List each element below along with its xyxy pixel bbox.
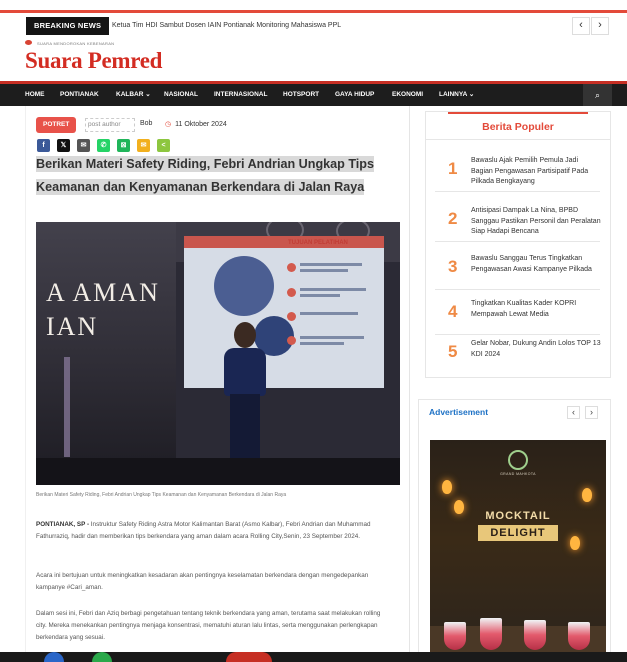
email-share-icon[interactable]: ✉ [77, 139, 90, 152]
breaking-news-label: BREAKING NEWS [26, 17, 109, 35]
breaking-next-button[interactable]: › [591, 17, 609, 35]
nav-item-ekonomi[interactable]: EKONOMI [392, 91, 424, 98]
line-share-icon[interactable]: ⊠ [117, 139, 130, 152]
logo-eye-icon [25, 40, 32, 45]
popular-item-title[interactable]: Bawaslu Ajak Pemilih Pemula Jadi Bagian Pengawasan Partisipatif Pada Pilkada Bengkayang [471, 157, 589, 185]
popular-news-title: Berita Populer [482, 121, 554, 133]
top-accent-line [0, 10, 627, 13]
popular-item-title[interactable]: Antisipasi Dampak La Nina, BPBD Sanggau Pastikan Personil dan Peralatan Siap Hadapi Bencana [471, 207, 601, 235]
x-share-icon[interactable]: 𝕏 [57, 139, 70, 152]
popular-news-widget [425, 111, 611, 378]
mail-share-icon[interactable]: ✉ [137, 139, 150, 152]
nav-item-kalbar[interactable]: KALBAR ⌄ [116, 91, 151, 98]
popular-item[interactable] [435, 202, 600, 242]
popular-item-number: 1 [448, 159, 458, 178]
popular-item[interactable] [435, 152, 600, 192]
author-avatar: post author [85, 118, 135, 132]
clock-icon: ◷ [165, 121, 172, 128]
ad-logo-text: GRAND MAHKOTA [500, 472, 536, 476]
ad-next-button[interactable]: › [585, 406, 598, 419]
popular-item-number: 4 [448, 302, 458, 321]
nav-item-pontianak[interactable]: PONTIANAK [60, 91, 99, 98]
article-date [165, 120, 227, 128]
popular-news-header [426, 112, 610, 140]
advertisement-banner[interactable] [430, 440, 606, 662]
article-paragraph: PONTIANAK, SP - Instruktur Safety Riding Astra Motor Kalimantan Barat (Asmo Kalbar), Febri Andrian dan Muhammad Fathurraziq, hadir dan memberikan tips berkendara yang aman dalam acara Rolling City,Senin, 23 September 2024. [36, 521, 371, 540]
popular-item-title[interactable]: Tingkatkan Kualitas Kader KOPRI Mempawah Lewat Media [471, 300, 577, 318]
whatsapp-share-icon[interactable]: ✆ [97, 139, 110, 152]
sidebar [425, 106, 611, 662]
advertisement-widget [418, 399, 611, 662]
logo-name: Suara Pemred [25, 48, 163, 73]
article-title-text: Berikan Materi Safety Riding, Febri Andrian Ungkap Tips Keamanan dan Kenyamanan Berkendara di Jalan Raya [36, 157, 374, 194]
author-name[interactable]: Bob [140, 120, 153, 127]
bottom-icon[interactable] [92, 652, 112, 662]
date-text: 11 Oktober 2024 [175, 121, 227, 128]
breaking-news-headline[interactable]: Ketua Tim HDI Sambut Dosen IAIN Pontianak Monitoring Mahasiswa PPL [112, 22, 342, 29]
article-paragraph: Acara ini bertujuan untuk meningkatkan kesadaran akan pentingnya keselamatan berkendara dengan mengedepankan kampanye #Cari_aman. [36, 572, 369, 591]
nav-item-gaya-hidup[interactable]: GAYA HIDUP [335, 91, 375, 98]
nav-item-internasional[interactable]: INTERNASIONAL [214, 91, 268, 98]
main-navigation [0, 81, 627, 106]
article-photo [36, 222, 400, 485]
photo-projector-screen: TUJUAN PELATIHAN [184, 236, 384, 388]
ad-subheadline: DELIGHT [478, 525, 558, 541]
nav-item-lainnya[interactable]: LAINNYA ⌄ [439, 91, 475, 98]
breaking-prev-button[interactable]: ‹ [572, 17, 590, 35]
article-paragraph: Dalam sesi ini, Febri dan Aziq berbagi pengetahuan tentang teknik berkendara yang aman, terutama saat melakukan rolling city. Mereka menekankan pentingnya menjaga konsentrasi, mematuhi aturan lalu lintas, serta menggunakan perlengkapan berkendara yang sesuai. [36, 610, 381, 641]
bottom-sticky-bar [0, 652, 627, 662]
advertisement-title: Advertisement [429, 407, 489, 417]
ad-headline: MOCKTAIL [485, 510, 551, 522]
popular-item-number: 5 [448, 342, 458, 361]
article [25, 106, 410, 662]
popular-item[interactable] [435, 250, 600, 290]
nav-item-nasional[interactable]: NASIONAL [164, 91, 198, 98]
popular-item-number: 3 [448, 257, 458, 276]
breaking-news-bar [0, 14, 627, 36]
photo-banner-text: A AMAN IAN [46, 278, 160, 341]
popular-item-number: 2 [448, 209, 458, 228]
nav-item-home[interactable]: HOME [25, 91, 45, 98]
ad-prev-button[interactable]: ‹ [567, 406, 580, 419]
bottom-icon[interactable] [44, 652, 64, 662]
popular-item-title[interactable]: Gelar Nobar, Dukung Andin Lolos TOP 13 KDI 2024 [471, 340, 601, 358]
facebook-share-icon[interactable]: f [37, 139, 50, 152]
ad-logo-icon [508, 450, 528, 470]
popular-item-title[interactable]: Bawaslu Sanggau Terus Tingkatkan Pengawasan Awasi Kampanye Pilkada [471, 255, 592, 273]
popular-item[interactable] [435, 335, 600, 375]
logo-tagline: SUARA MENDOROKAN KEBENARAN [37, 41, 115, 46]
search-icon[interactable]: ⌕ [583, 84, 612, 106]
article-title [36, 153, 381, 198]
nav-item-hotsport[interactable]: HOTSPORT [283, 91, 320, 98]
bottom-icon[interactable] [226, 652, 272, 662]
dateline: PONTIANAK, SP - [36, 521, 90, 528]
popular-item[interactable] [435, 295, 600, 335]
photo-caption: Berikan Materi Safety Riding, Febri Andrian Ungkap Tips Keamanan dan Kenyamanan Berkendara di Jalan Raya [36, 492, 287, 498]
share-icon[interactable]: < [157, 139, 170, 152]
category-badge[interactable]: POTRET [36, 117, 76, 133]
